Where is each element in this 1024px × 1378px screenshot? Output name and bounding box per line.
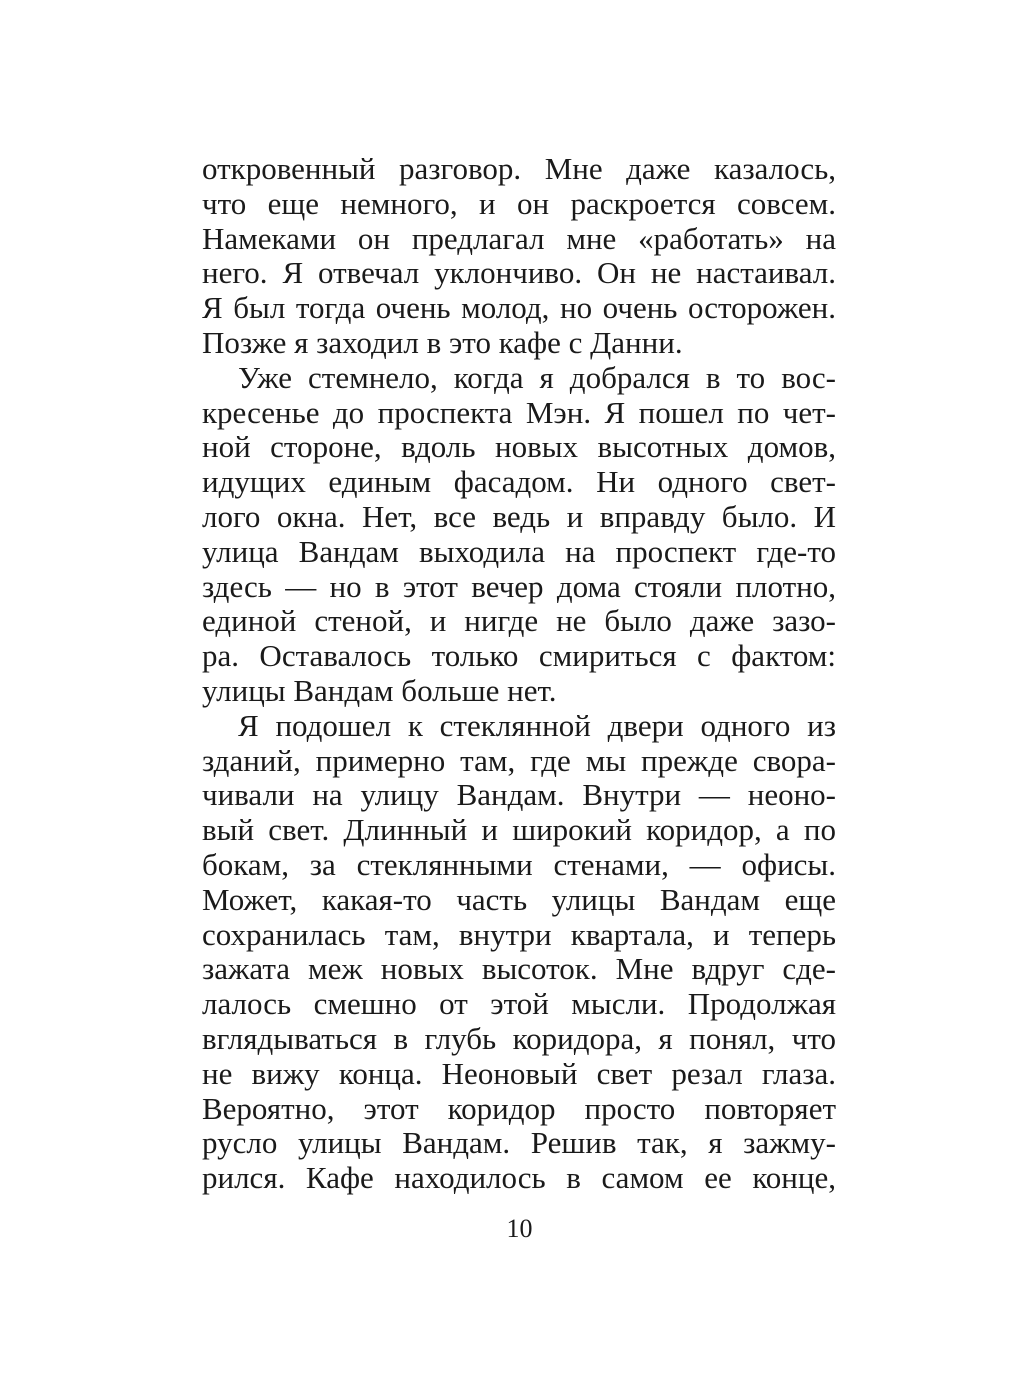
text-line: Уже стемнело, когда я добрался в то вос- [238, 359, 836, 395]
text-line: Может, какая-то часть улицы Вандам еще [202, 881, 836, 917]
text-line: единой стеной, и нигде не было даже зазо- [202, 603, 836, 639]
text-line: Я был тогда очень молод, но очень осторожен. [202, 290, 836, 326]
text-line: улица Вандам выходила на проспект где-то [202, 533, 836, 569]
text-line: ра. Оставалось только смириться с фактом: [202, 638, 836, 674]
text-line: откровенный разговор. Мне даже казалось, [202, 151, 836, 186]
text-line: Я подошел к стеклянной двери одного из [238, 707, 836, 743]
page-number: 10 [506, 1214, 533, 1243]
text-line: вый свет. Длинный и широкий коридор, а по [202, 812, 836, 848]
text-line: Намеками он предлагал мне «работать» на [202, 220, 836, 256]
text-line: кресенье до проспекта Мэн. Я пошел по чет- [202, 394, 836, 430]
text-line: что еще немного, и он раскроется совсем. [202, 185, 836, 221]
text-line: идущих единым фасадом. Ни одного свет- [202, 464, 836, 500]
text-line: лого окна. Нет, все ведь и вправду было. И [202, 498, 836, 534]
text-line: зажата меж новых высоток. Мне вдруг сде- [202, 951, 836, 987]
text-line: зданий, примерно там, где мы прежде свора- [202, 742, 836, 778]
text-line: вглядываться в глубь коридора, я понял, что [202, 1020, 836, 1056]
text-line: Вероятно, этот коридор просто повторяет [202, 1090, 836, 1126]
text-line: здесь — но в этот вечер дома стояли плотно, [202, 568, 836, 604]
text-line: бокам, за стеклянными стенами, — офисы. [202, 846, 836, 882]
text-line: Позже я заходил в это кафе с Данни. [202, 324, 683, 360]
text-line: чивали на улицу Вандам. Внутри — неоно- [202, 777, 836, 813]
text-line: ной стороне, вдоль новых высотных домов, [202, 429, 836, 465]
text-line: сохранилась там, внутри квартала, и теперь [202, 916, 836, 952]
text-line: русло улицы Вандам. Решив так, я зажму- [202, 1125, 836, 1161]
text-line: не вижу конца. Неоновый свет резал глаза. [202, 1055, 836, 1091]
text-line: лалось смешно от этой мысли. Продолжая [202, 986, 836, 1022]
body-text [202, 152, 836, 1196]
text-line: него. Я отвечал уклончиво. Он не настаивал. [202, 255, 836, 291]
text-line: рился. Кафе находилось в самом ее конце, [202, 1160, 836, 1196]
text-line: улицы Вандам больше нет. [202, 672, 557, 708]
